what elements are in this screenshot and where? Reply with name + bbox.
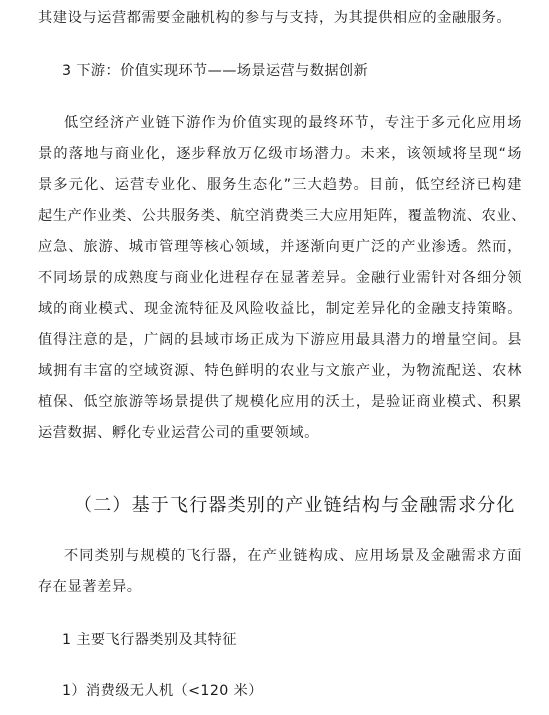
paragraph-line: 不同场景的成熟度与商业化进程存在显著差异。金融行业需针对各细分领 bbox=[38, 270, 522, 286]
paragraph-line: 低空经济产业链下游作为价值实现的最终环节，专注于多元化应用场 bbox=[64, 115, 522, 131]
paragraph-line: 景多元化、运营专业化、服务生态化”三大趋势。目前，低空经济已构建 bbox=[38, 177, 522, 193]
paragraph-line: 景的落地与商业化，逐步释放万亿级市场潜力。未来，该领域将呈现“场 bbox=[38, 146, 522, 162]
paragraph-line: 起生产作业类、公共服务类、航空消费类三大应用矩阵，覆盖物流、农业、 bbox=[38, 208, 526, 224]
paragraph-line: 运营数据、孵化专业运营公司的重要领域。 bbox=[38, 425, 319, 441]
paragraph-line: 域拥有丰富的空域资源、特色鲜明的农业与文旅产业，为物流配送、农林 bbox=[38, 363, 522, 379]
subheading-1: 1 主要飞行器类别及其特征 bbox=[62, 632, 237, 648]
subheading-2: 1）消费级无人机（<120 米） bbox=[62, 683, 263, 699]
paragraph-line: 不同类别与规模的飞行器，在产业链构成、应用场景及金融需求方面 bbox=[64, 548, 522, 564]
paragraph-line: 域的商业模式、现金流特征及风险收益比，制定差异化的金融支持策略。 bbox=[38, 301, 522, 317]
intro-line: 其建设与运营都需要金融机构的参与与支持，为其提供相应的金融服务。 bbox=[38, 10, 512, 26]
section2-heading: （二）基于飞行器类别的产业链结构与金融需求分化 bbox=[74, 495, 516, 516]
paragraph-line: 应急、旅游、城市管理等核心领域，并逐渐向更广泛的产业渗透。然而， bbox=[38, 239, 522, 255]
paragraph-line: 值得注意的是，广阔的县域市场正成为下游应用最具潜力的增量空间。县 bbox=[38, 332, 522, 348]
paragraph-line: 存在显著差异。 bbox=[38, 579, 142, 595]
paragraph-line: 植保、低空旅游等场景提供了规模化应用的沃土，是验证商业模式、积累 bbox=[38, 394, 522, 410]
section3-heading: 3 下游：价值实现环节——场景运营与数据创新 bbox=[62, 63, 369, 79]
